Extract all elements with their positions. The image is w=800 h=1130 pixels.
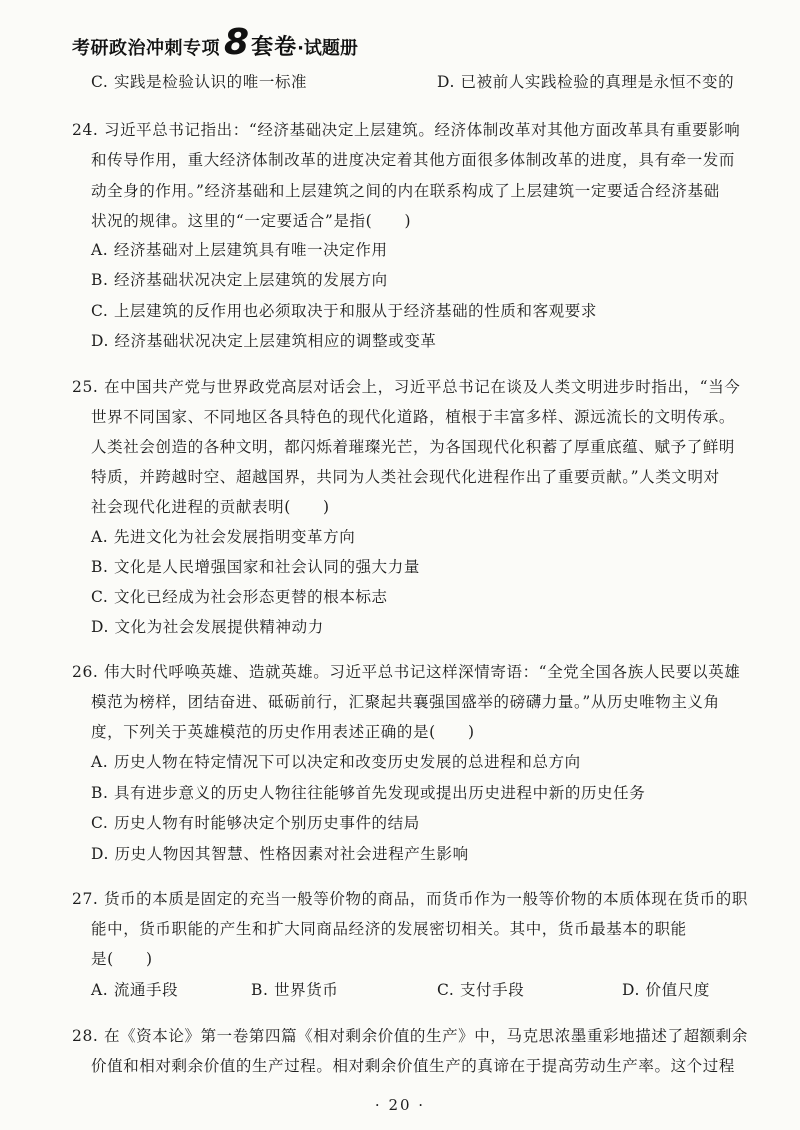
- q25-stem-line-2: 世界不同国家、不同地区各具特色的现代化道路，植根于丰富多样、源远流长的文明传承。: [91, 408, 736, 426]
- q26-option-a: A. 历史人物在特定情况下可以决定和改变历史发展的总进程和总方向: [91, 753, 581, 771]
- page-header: [72, 22, 358, 64]
- q24-stem-line-3: 动全身的作用。”经济基础和上层建筑之间的内在联系构成了上层建筑一定要适合经济基础: [91, 182, 720, 200]
- q24-option-a: A. 经济基础对上层建筑具有唯一决定作用: [91, 241, 388, 259]
- q26-stem-line-1: 26. 伟大时代呼唤英雄、造就英雄。习近平总书记这样深情寄语：“全党全国各族人民要以英雄: [72, 663, 741, 681]
- q23-option-c: C. 实践是检验认识的唯一标准: [91, 73, 308, 91]
- q28-stem-line-2: 价值和相对剩余价值的生产过程。相对剩余价值生产的真谛在于提高劳动生产率。这个过程: [91, 1057, 736, 1075]
- header-set-number: 8: [224, 22, 250, 63]
- q25-stem-line-5: 社会现代化进程的贡献表明( ): [91, 498, 330, 516]
- q27-stem-line-1: 27. 货币的本质是固定的充当一般等价物的商品，而货币作为一般等价物的本质体现在货币的职: [72, 890, 748, 908]
- q25-stem-line-1: 25. 在中国共产党与世界政党高层对话会上，习近平总书记在谈及人类文明进步时指出，“当今: [72, 378, 741, 396]
- q27-stem-line-3: 是( ): [91, 950, 153, 968]
- q24-option-d: D. 经济基础状况决定上层建筑相应的调整或变革: [91, 332, 437, 350]
- q24-option-b: B. 经济基础状况决定上层建筑的发展方向: [91, 271, 388, 289]
- q25-option-c: C. 文化已经成为社会形态更替的根本标志: [91, 588, 388, 606]
- q27-option-b: B. 世界货币: [251, 981, 339, 999]
- q24-stem-line-4: 状况的规律。这里的“一定要适合”是指( ): [91, 212, 412, 230]
- q26-stem-line-3: 度，下列关于英雄模范的历史作用表述正确的是( ): [91, 723, 475, 741]
- q25-option-b: B. 文化是人民增强国家和社会认同的强大力量: [91, 558, 420, 576]
- q27-option-d: D. 价值尺度: [622, 981, 710, 999]
- q25-stem-line-4: 特质，并跨越时空、超越国界，共同为人类社会现代化进程作出了重要贡献。”人类文明对: [91, 468, 720, 486]
- q28-stem-line-1: 28. 在《资本论》第一卷第四篇《相对剩余价值的生产》中，马克思浓墨重彩地描述了超额剩余: [72, 1027, 748, 1045]
- q27-option-c: C. 支付手段: [437, 981, 525, 999]
- q26-option-d: D. 历史人物因其智慧、性格因素对社会进程产生影响: [91, 845, 469, 863]
- q25-option-a: A. 先进文化为社会发展指明变革方向: [91, 528, 356, 546]
- header-booklet-label: ·试题册: [297, 38, 358, 59]
- q25-option-d: D. 文化为社会发展提供精神动力: [91, 618, 324, 636]
- q24-stem-line-2: 和传导作用，重大经济体制改革的进度决定着其他方面很多体制改革的进度，具有牵一发而: [91, 151, 736, 169]
- q27-option-a: A. 流通手段: [91, 981, 179, 999]
- header-set-label: 套卷: [251, 35, 298, 60]
- q24-option-c: C. 上层建筑的反作用也必须取决于和服从于经济基础的性质和客观要求: [91, 302, 597, 320]
- q25-stem-line-3: 人类社会创造的各种文明，都闪烁着璀璨光芒，为各国现代化积蓄了厚重底蕴、赋予了鲜明: [91, 438, 736, 456]
- q26-stem-line-2: 模范为榜样，团结奋进、砥砺前行，汇聚起共襄强国盛举的磅礴力量。”从历史唯物主义角: [91, 693, 720, 711]
- q27-stem-line-2: 能中，货币职能的产生和扩大同商品经济的发展密切相关。其中，货币最基本的职能: [91, 920, 687, 938]
- header-series-title: 考研政治冲刺专项: [72, 38, 220, 59]
- q23-option-d: D. 已被前人实践检验的真理是永恒不变的: [437, 73, 735, 91]
- page-number: · 20 ·: [374, 1096, 426, 1114]
- q26-option-b: B. 具有进步意义的历史人物往往能够首先发现或提出历史进程中新的历史任务: [91, 784, 646, 802]
- q26-option-c: C. 历史人物有时能够决定个别历史事件的结局: [91, 814, 420, 832]
- q24-stem-line-1: 24. 习近平总书记指出：“经济基础决定上层建筑。经济体制改革对其他方面改革具有重要影响: [72, 121, 741, 139]
